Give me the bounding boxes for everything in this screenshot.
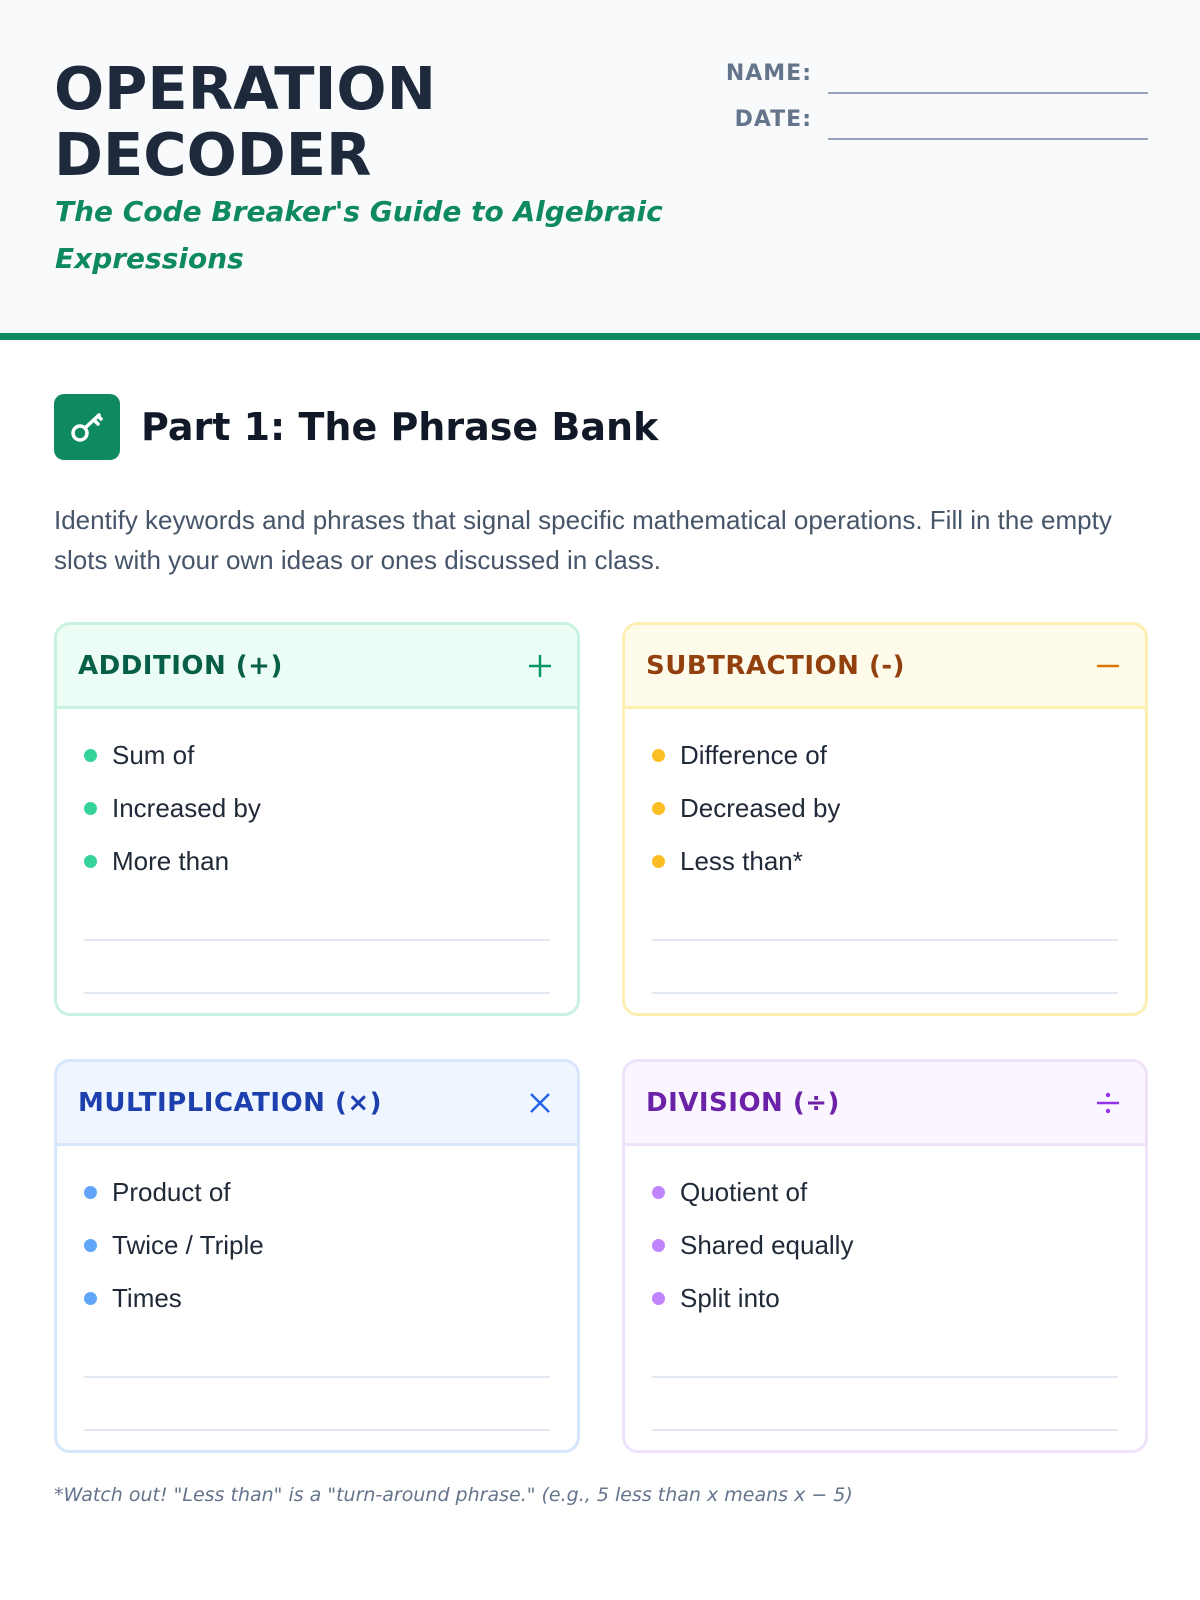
multiplication-card-header <box>57 1062 577 1146</box>
list-item <box>652 729 1118 782</box>
subtraction-card <box>622 622 1148 1016</box>
list-item <box>652 835 1118 888</box>
list-item <box>84 1219 550 1272</box>
section-title: Part 1: The Phrase Bank <box>141 405 659 449</box>
plus-icon <box>525 651 555 681</box>
bullet-dot <box>84 1292 97 1305</box>
addition-card-header <box>57 625 577 709</box>
bullet-dot <box>84 1186 97 1199</box>
key-icon <box>54 394 120 460</box>
name-row <box>690 54 1150 94</box>
division-card <box>622 1059 1148 1453</box>
phrase-text: Increased by <box>112 793 261 823</box>
bullet-dot <box>652 1239 665 1252</box>
date-row <box>690 100 1150 140</box>
name-label: NAME: <box>725 61 812 86</box>
blank-line[interactable] <box>84 1378 550 1431</box>
list-item <box>652 782 1118 835</box>
phrase-text: Split into <box>680 1283 780 1313</box>
division-card-title: DIVISION (÷) <box>646 1087 840 1118</box>
blank-line[interactable] <box>652 941 1118 994</box>
list-item <box>652 1166 1118 1219</box>
divide-icon <box>1093 1088 1123 1118</box>
phrase-text: Shared equally <box>680 1230 854 1260</box>
phrase-text: Less than* <box>680 846 803 876</box>
worksheet-subtitle: The Code Breaker's Guide to Algebraic Expressions <box>55 195 663 275</box>
list-item <box>652 1219 1118 1272</box>
bullet-dot <box>652 802 665 815</box>
title-line-1: OPERATION <box>54 54 436 123</box>
list-item <box>84 1166 550 1219</box>
list-item <box>84 1272 550 1325</box>
bullet-dot <box>652 749 665 762</box>
bullet-dot <box>652 1186 665 1199</box>
subtraction-card-title: SUBTRACTION (-) <box>646 650 905 681</box>
phrase-text: More than <box>112 846 230 876</box>
bullet-dot <box>652 1292 665 1305</box>
phrase-text: Quotient of <box>680 1177 808 1207</box>
section-intro: Identify keywords and phrases that signal specific mathematical operations. Fill in the empty slots with your own ideas or ones discussed in class. <box>54 505 1112 575</box>
phrase-text: Sum of <box>112 740 195 770</box>
blank-line[interactable] <box>84 1325 550 1378</box>
phrase-text: Difference of <box>680 740 827 770</box>
bullet-dot <box>84 749 97 762</box>
worksheet-header <box>0 0 1200 340</box>
phrase-text: Product of <box>112 1177 231 1207</box>
date-field[interactable] <box>828 100 1148 140</box>
multiplication-card-title: MULTIPLICATION (×) <box>78 1087 383 1118</box>
title-line-2: DECODER <box>54 120 372 189</box>
blank-line[interactable] <box>652 1378 1118 1431</box>
blank-line[interactable] <box>652 888 1118 941</box>
footnote: *Watch out! "Less than" is a "turn-around phrase." (e.g., 5 less than x means x − 5) <box>54 1484 853 1506</box>
phrase-text: Twice / Triple <box>112 1230 264 1260</box>
subtraction-card-header <box>625 625 1145 709</box>
list-item <box>84 782 550 835</box>
minus-icon <box>1093 651 1123 681</box>
phrase-text: Decreased by <box>680 793 841 823</box>
list-item <box>84 835 550 888</box>
bullet-dot <box>84 855 97 868</box>
phrase-text: Times <box>112 1283 182 1313</box>
list-item <box>652 1272 1118 1325</box>
bullet-dot <box>84 802 97 815</box>
name-field[interactable] <box>828 54 1148 94</box>
bullet-dot <box>652 855 665 868</box>
blank-line[interactable] <box>652 1325 1118 1378</box>
bullet-dot <box>84 1239 97 1252</box>
times-icon <box>525 1088 555 1118</box>
addition-card <box>54 622 580 1016</box>
multiplication-card <box>54 1059 580 1453</box>
division-card-header <box>625 1062 1145 1146</box>
blank-line[interactable] <box>84 888 550 941</box>
addition-card-title: ADDITION (+) <box>78 650 283 681</box>
worksheet-title <box>54 56 674 188</box>
list-item <box>84 729 550 782</box>
date-label: DATE: <box>734 107 812 132</box>
blank-line[interactable] <box>84 941 550 994</box>
